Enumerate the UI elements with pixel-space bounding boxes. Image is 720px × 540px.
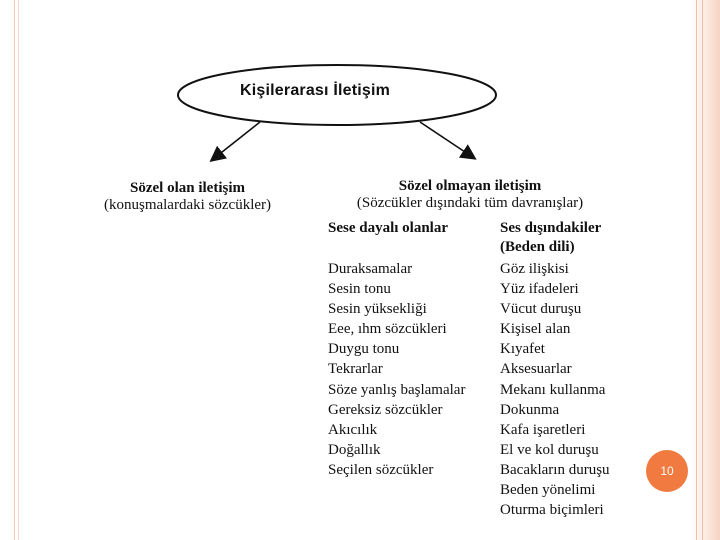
verbal-heading: Sözel olan iletişim	[130, 180, 245, 196]
body-column-heading: Ses dışındakiler	[500, 220, 602, 236]
list-item: Gereksiz sözcükler	[328, 401, 443, 418]
body-language-column	[500, 219, 610, 520]
list-item: Kıyafet	[500, 341, 545, 358]
list-item: Oturma biçimleri	[500, 502, 604, 519]
list-item: Duygu tonu	[328, 341, 400, 358]
list-item: Sesin tonu	[328, 281, 391, 298]
arrow-to-verbal	[212, 122, 260, 160]
list-item: Göz ilişkisi	[500, 261, 569, 277]
list-item: Eee, ıhm sözcükleri	[328, 321, 447, 338]
nonverbal-subheading: (Sözcükler dışındaki tüm davranışlar)	[356, 195, 584, 211]
voice-column-heading: Sese dayalı olanlar	[328, 220, 449, 236]
nonverbal-communication-heading	[340, 178, 600, 212]
list-item: Mekanı kullanma	[500, 381, 606, 398]
list-item: Bacakların duruşu	[500, 461, 610, 478]
verbal-communication-heading	[95, 180, 280, 214]
body-list	[500, 259, 610, 520]
body-column-subheading: (Beden dili)	[500, 239, 575, 255]
list-item: Akıcılık	[328, 421, 378, 438]
list-item: Dokunma	[500, 401, 560, 418]
list-item: Duraksamalar	[328, 261, 413, 277]
nonverbal-heading: Sözel olmayan iletişim	[398, 178, 542, 194]
list-item: Söze yanlış başlamalar	[328, 381, 466, 398]
list-item: Beden yönelimi	[500, 482, 596, 499]
diagram-title: Kişilerarası İletişim	[240, 82, 391, 99]
arrow-to-nonverbal	[420, 122, 474, 158]
voice-based-column	[328, 219, 465, 480]
page-number-badge: 10	[646, 450, 688, 492]
list-item: Vücut duruşu	[500, 301, 582, 318]
list-item: Kafa işaretleri	[500, 421, 586, 438]
voice-list	[328, 259, 465, 480]
list-item: Tekrarlar	[328, 361, 383, 378]
list-item: Sesin yüksekliği	[328, 301, 427, 318]
list-item: Yüz ifadeleri	[500, 281, 579, 298]
list-item: Kişisel alan	[500, 321, 571, 338]
list-item: Aksesuarlar	[500, 361, 572, 378]
list-item: Seçilen sözcükler	[328, 461, 434, 478]
list-item: Doğallık	[328, 441, 381, 458]
list-item: El ve kol duruşu	[500, 441, 599, 458]
verbal-subheading: (konuşmalardaki sözcükler)	[103, 197, 272, 213]
